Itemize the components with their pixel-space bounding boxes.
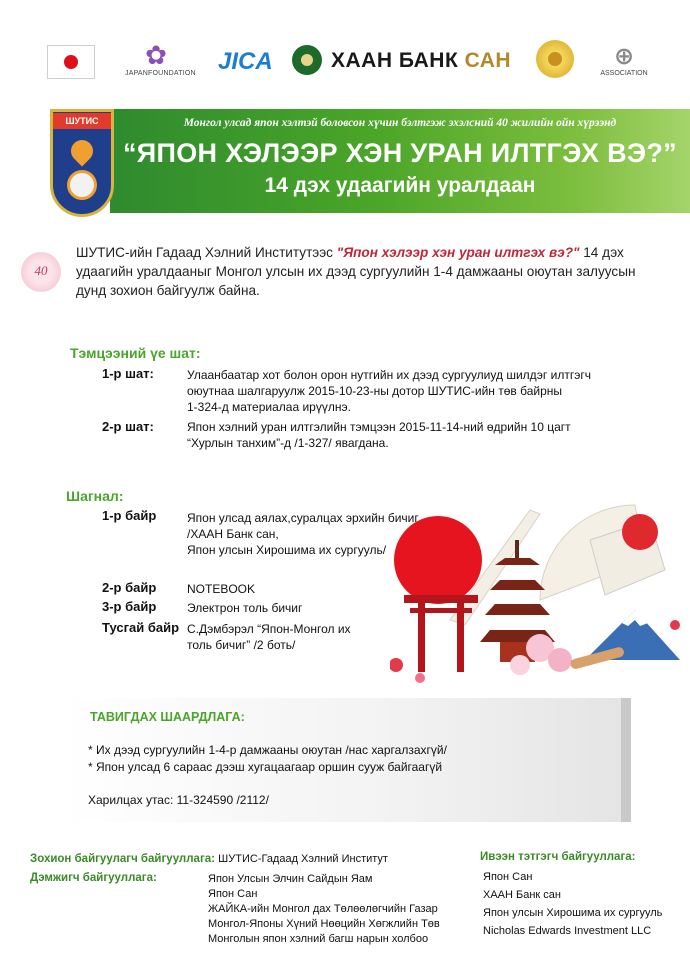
- rising-sun-shape: [394, 516, 482, 604]
- anniversary-number: 40: [34, 263, 48, 278]
- shield-label: ШУТИС: [53, 113, 111, 129]
- pagoda-roof-3: [485, 604, 550, 615]
- prize-1-line-1: Япон улсад аялах,суралцах эрхийн бичиг: [187, 511, 419, 525]
- prize-special-line-1: С.Дэмбэрэл “Япон-Монгол их: [187, 622, 351, 636]
- banner-edition: 14 дэх удаагийн уралдаан: [264, 174, 536, 197]
- prize-3-label: 3-р байр: [102, 599, 157, 614]
- prize-special-label: Тусгай байр: [102, 620, 180, 635]
- wheel-icon: [67, 170, 97, 200]
- requirements-heading: ТАВИГДАХ ШААРДЛАГА:: [90, 710, 245, 724]
- intro-paragraph: [76, 243, 666, 300]
- prize-1-line-3: Япон улсын Хирошима их сургууль/: [187, 543, 387, 557]
- supporter-2: Япон Сан: [208, 888, 258, 900]
- stages-heading: Тэмцээний үе шат:: [70, 345, 201, 361]
- prizes-heading: Шагнал:: [66, 488, 124, 504]
- sponsor-2: ХААН Банк сан: [483, 889, 561, 901]
- organizer-label-text: Зохион байгуулагч байгууллага:: [30, 853, 215, 865]
- supporter-5: Монголын япон хэлний багш нарын холбоо: [208, 933, 429, 945]
- flag-sun-icon: [64, 55, 78, 69]
- intro-highlight: "Япон хэлээр хэн уран илтгэх вэ?": [336, 245, 580, 260]
- jica-logo: JICA: [218, 48, 273, 75]
- association-text: ASSOCIATION: [600, 70, 648, 77]
- supporter-1: Япон Улсын Элчин Сайдын Яам: [208, 873, 373, 885]
- stage-1-line-1: Улаанбаатар хот болон орон нутгийн их дээд сургуулиуд шилдэг илтгэгч: [187, 368, 591, 382]
- intro-part2: 14 дэх удаагийн уралдааныг Монгол улсын их дээд сургуулийн 1-4 дамжааны оюутан залуусын дунд зохион байгуулж байна.: [76, 245, 636, 298]
- stage-2-line-1: Япон хэлний уран илтгэлийн тэмцээн 2015-11-14-ний өдрийн 10 цагт: [187, 420, 571, 434]
- japan-foundation-icon: ✿: [145, 40, 167, 70]
- stage-1-line-2: оюутнаа шалгаруулж 2015-10-23-ны дотор ШУТИС-ийн төв байрны: [187, 384, 563, 398]
- sakura-2-shape: [548, 648, 572, 672]
- banner-title: “ЯПОН ХЭЛЭЭР ХЭН УРАН ИЛТГЭХ ВЭ?”: [123, 138, 677, 168]
- prize-2-line-1: NOTEBOOK: [187, 582, 256, 596]
- supporter-label: Дэмжигч байгууллага:: [30, 872, 157, 884]
- prize-1-label: 1-р байр: [102, 508, 157, 523]
- sponsor-3: Япон улсын Хирошима их сургууль: [483, 907, 663, 919]
- supporter-4: Монгол-Японы Хүний Нөөцийн Хөгжлийн Төв: [208, 918, 440, 930]
- petal-3-shape: [670, 620, 680, 630]
- prize-special-line-2: толь бичиг” /2 боть/: [187, 638, 296, 652]
- sponsor-label: Ивээн тэтгэгч байгууллага:: [480, 851, 636, 863]
- torii-right-pillar: [457, 600, 464, 672]
- anniversary-flower-icon: [21, 252, 61, 292]
- petal-2-shape: [415, 673, 425, 683]
- association-logo: [600, 44, 648, 77]
- japan-foundation-text: JAPANFOUNDATION: [125, 70, 196, 77]
- japan-flag-logo: [47, 45, 95, 79]
- japan-foundation-logo: [125, 40, 196, 86]
- organizer-value: ШУТИС-Гадаад Хэлний Институт: [218, 853, 388, 865]
- intro-part1: ШУТИС-ийн Гадаад Хэлний Институтээс: [76, 245, 337, 260]
- pagoda-roof-2: [490, 580, 545, 590]
- torii-left-pillar: [418, 600, 425, 672]
- sponsor-1: Япон Сан: [483, 871, 533, 883]
- supporter-3: ЖАЙКА-ийн Монгол дах Төлөөлөгчийн Газар: [208, 903, 438, 915]
- stage-1-line-3: 1-324-д материалаа ирүүлнэ.: [187, 400, 351, 414]
- stage-1-label: 1-р шат:: [102, 366, 154, 381]
- association-icon: ⊕: [613, 43, 635, 70]
- contact-phone: Харилцах утас: 11-324590 /2112/: [88, 793, 269, 807]
- stage-2-label: 2-р шат:: [102, 419, 154, 434]
- requirement-2: * Япон улсад 6 сараас дээш хугацаагаар оршин сууж байгаагүй: [88, 760, 443, 774]
- khan-bank-text: ХААН БАНК: [331, 49, 459, 72]
- stage-2-line-2: “Хурлын танхим”-д /1-327/ явагдана.: [187, 436, 389, 450]
- japan-illustration: [390, 500, 685, 685]
- sakura-3-shape: [510, 655, 530, 675]
- khan-bank-san-text: САН: [464, 49, 512, 72]
- prize-3-line-1: Электрон толь бичиг: [187, 601, 303, 615]
- organizer-label: [30, 853, 388, 865]
- requirement-1: * Их дээд сургуулийн 1-4-р дамжааны оюутан /нас харгалзахгүй/: [88, 743, 447, 757]
- banner-subtitle: Монгол улсад япон хэлтэй боловсон хүчин бэлтгэж эхэлсний 40 жилийн ойн хүрээнд: [183, 117, 617, 129]
- pagoda-spire: [515, 540, 519, 560]
- requirements-box-edge: [621, 698, 631, 822]
- petal-1-shape: [390, 658, 403, 672]
- khan-bank-icon: [292, 45, 322, 75]
- chrysanthemum-emblem-icon: [536, 40, 574, 78]
- prize-1-line-2: /ХААН Банк сан,: [187, 527, 279, 541]
- khan-bank-logo: [331, 49, 511, 73]
- torii-top-beam: [404, 595, 478, 603]
- prize-2-label: 2-р байр: [102, 580, 157, 595]
- kamon-flower-shape: [622, 514, 658, 550]
- sponsor-4: Nicholas Edwards Investment LLC: [483, 925, 652, 937]
